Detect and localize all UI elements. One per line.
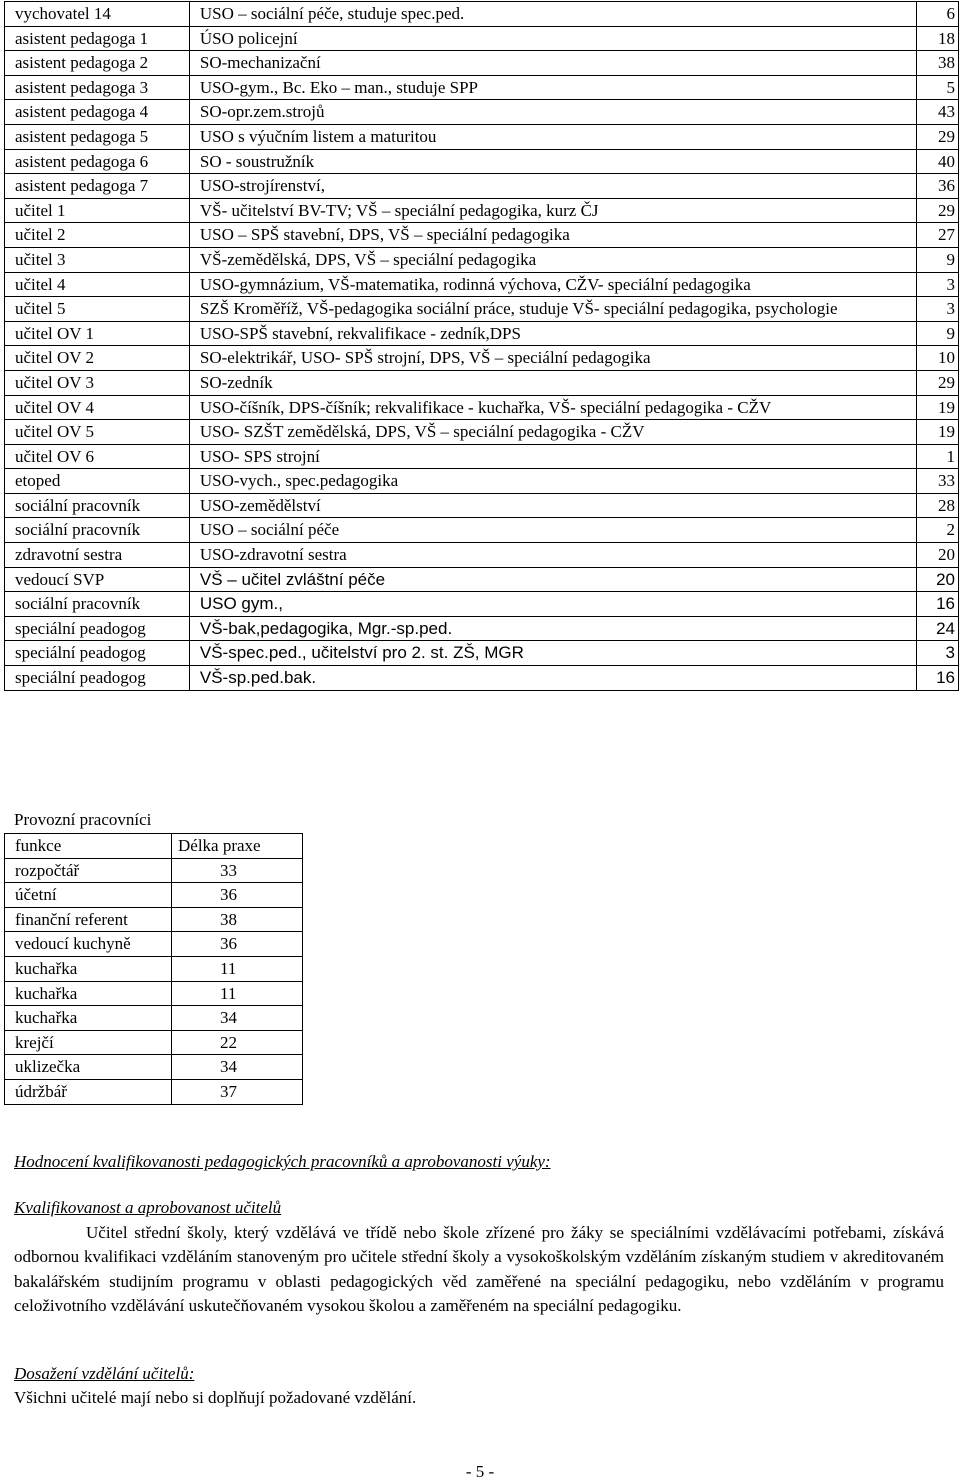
staff-qualification-cell: USO-vych., spec.pedagogika: [189, 469, 916, 494]
staff-role-cell: asistent pedagoga 7: [5, 174, 190, 199]
table-row: [5, 247, 959, 272]
operations-header-years: Délka praxe: [172, 834, 303, 859]
operations-header-role: funkce: [5, 834, 172, 859]
staff-qualification-cell: USO s výučním listem a maturitou: [189, 124, 916, 149]
page-number: - 5 -: [465, 1462, 495, 1481]
table-row: [5, 956, 303, 981]
table-row: [5, 469, 959, 494]
operations-years-value: 34: [220, 1057, 237, 1077]
staff-years-cell: 1: [917, 444, 959, 469]
staff-years-cell: 29: [917, 370, 959, 395]
staff-role-cell: asistent pedagoga 2: [5, 51, 190, 76]
operations-title: Provozní pracovníci: [14, 810, 152, 829]
operations-years-value: 22: [220, 1032, 237, 1052]
table-row: [5, 592, 959, 617]
operations-role-cell: finanční referent: [5, 907, 172, 932]
table-row: [5, 858, 303, 883]
staff-years-cell: 3: [917, 297, 959, 322]
staff-role-cell: učitel OV 6: [5, 444, 190, 469]
table-row: [5, 26, 959, 51]
operations-role-cell: kuchařka: [5, 981, 172, 1006]
staff-qualification-table: [4, 1, 959, 691]
table-row: [5, 1079, 303, 1104]
staff-years-cell: 2: [917, 518, 959, 543]
staff-qualification-cell: USO-zdravotní sestra: [189, 543, 916, 568]
subsection-title-education: Dosažení vzdělání učitelů:: [14, 1364, 195, 1383]
table-row: [5, 100, 959, 125]
staff-years-cell: 3: [917, 272, 959, 297]
staff-years-cell: 9: [917, 247, 959, 272]
table-row: [5, 1055, 303, 1080]
staff-qualification-cell: VŠ – učitel zvláštní péče: [189, 567, 916, 592]
operations-years-value: 38: [220, 909, 237, 929]
staff-role-cell: učitel 4: [5, 272, 190, 297]
staff-qualification-cell: USO gym.,: [189, 592, 916, 617]
staff-role-cell: asistent pedagoga 3: [5, 75, 190, 100]
operations-years-value: 11: [220, 983, 237, 1003]
table-row: [5, 2, 959, 27]
operations-role-cell: kuchařka: [5, 956, 172, 981]
operations-header-row: [5, 834, 303, 859]
staff-years-cell: 18: [917, 26, 959, 51]
operations-years-value: 37: [220, 1081, 237, 1101]
staff-years-cell: 20: [917, 543, 959, 568]
table-row: [5, 174, 959, 199]
staff-qualification-cell: USO – sociální péče: [189, 518, 916, 543]
table-row: [5, 51, 959, 76]
table-row: [5, 370, 959, 395]
staff-years-cell: 20: [917, 567, 959, 592]
staff-qualification-cell: SO - soustružník: [189, 149, 916, 174]
table-row: [5, 981, 303, 1006]
staff-role-cell: učitel 3: [5, 247, 190, 272]
operations-role-cell: kuchařka: [5, 1006, 172, 1031]
staff-qualification-cell: SO-mechanizační: [189, 51, 916, 76]
operations-role-cell: účetní: [5, 883, 172, 908]
staff-role-cell: asistent pedagoga 5: [5, 124, 190, 149]
table-row: [5, 346, 959, 371]
staff-years-cell: 38: [917, 51, 959, 76]
staff-role-cell: sociální pracovník: [5, 493, 190, 518]
staff-years-cell: 43: [917, 100, 959, 125]
table-row: [5, 907, 303, 932]
table-row: [5, 444, 959, 469]
staff-qualification-cell: USO-číšník, DPS-číšník; rekvalifikace - kuchařka, VŠ- speciální pedagogika - CŽV: [189, 395, 916, 420]
staff-qualification-cell: VŠ-spec.ped., učitelství pro 2. st. ZŠ, MGR: [189, 641, 916, 666]
table-row: [5, 641, 959, 666]
staff-qualification-cell: SO-elektrikář, USO- SPŠ strojní, DPS, VŠ – speciální pedagogika: [189, 346, 916, 371]
qualification-paragraph: Učitel střední školy, který vzdělává ve třídě nebo škole zřízené pro žáky se speciálními vzdělávacími potřebami, získává odbornou kvalifikaci vzděláním stanoveným pro učitele střední školy a vysokoškolským vzděláním získaným studiem v akreditovaném bakalářském studijním programu v oblasti pedagogických věd zaměřené na speciální pedagogiku, nebo vzděláním v programu celoživotního vzdělávání uskutečňovaném vysokou školou a zaměřeném na speciální pedagogiku.: [14, 1223, 944, 1316]
table-row: [5, 932, 303, 957]
operations-years-value: 34: [220, 1008, 237, 1028]
staff-role-cell: asistent pedagoga 4: [5, 100, 190, 125]
education-paragraph: Všichni učitelé mají nebo si doplňují požadované vzdělání.: [14, 1388, 417, 1407]
operations-years-cell: [172, 981, 303, 1006]
staff-years-cell: 9: [917, 321, 959, 346]
staff-years-cell: 27: [917, 223, 959, 248]
staff-role-cell: speciální peadogog: [5, 666, 190, 691]
table-row: [5, 543, 959, 568]
staff-role-cell: sociální pracovník: [5, 592, 190, 617]
table-row: [5, 616, 959, 641]
subsection-title-qualification: Kvalifikovanost a aprobovanost učitelů: [14, 1198, 282, 1217]
staff-years-cell: 3: [917, 641, 959, 666]
staff-qualification-cell: USO-strojírenství,: [189, 174, 916, 199]
operations-years-value: 11: [220, 958, 237, 978]
staff-role-cell: učitel OV 4: [5, 395, 190, 420]
operations-role-cell: údržbář: [5, 1079, 172, 1104]
staff-role-cell: asistent pedagoga 1: [5, 26, 190, 51]
table-row: [5, 518, 959, 543]
staff-years-cell: 33: [917, 469, 959, 494]
table-row: [5, 883, 303, 908]
staff-qualification-cell: VŠ-sp.ped.bak.: [189, 666, 916, 691]
staff-qualification-cell: USO-zemědělství: [189, 493, 916, 518]
table-row: [5, 198, 959, 223]
staff-qualification-cell: USO- SPS strojní: [189, 444, 916, 469]
staff-years-cell: 36: [917, 174, 959, 199]
staff-years-cell: 29: [917, 198, 959, 223]
staff-years-cell: 5: [917, 75, 959, 100]
staff-years-cell: 24: [917, 616, 959, 641]
staff-qualification-cell: USO – sociální péče, studuje spec.ped.: [189, 2, 916, 27]
operations-years-cell: [172, 1030, 303, 1055]
table-row: [5, 149, 959, 174]
operations-role-cell: uklizečka: [5, 1055, 172, 1080]
operations-role-cell: krejčí: [5, 1030, 172, 1055]
staff-qualification-cell: VŠ-bak,pedagogika, Mgr.-sp.ped.: [189, 616, 916, 641]
operations-years-value: 36: [220, 934, 237, 954]
staff-role-cell: speciální peadogog: [5, 641, 190, 666]
section-title: Hodnocení kvalifikovanosti pedagogických pracovníků a aprobovanosti výuky:: [14, 1152, 551, 1171]
table-row: [5, 567, 959, 592]
staff-years-cell: 10: [917, 346, 959, 371]
staff-years-cell: 19: [917, 395, 959, 420]
operations-years-cell: [172, 858, 303, 883]
operations-years-value: 36: [220, 885, 237, 905]
table-row: [5, 272, 959, 297]
staff-role-cell: učitel 1: [5, 198, 190, 223]
table-row: [5, 124, 959, 149]
staff-qualification-cell: ÚSO policejní: [189, 26, 916, 51]
operations-role-cell: vedoucí kuchyně: [5, 932, 172, 957]
staff-qualification-cell: USO – SPŠ stavební, DPS, VŠ – speciální pedagogika: [189, 223, 916, 248]
staff-role-cell: speciální peadogog: [5, 616, 190, 641]
table-row: [5, 75, 959, 100]
operations-years-cell: [172, 956, 303, 981]
operations-years-cell: [172, 1006, 303, 1031]
staff-years-cell: 16: [917, 592, 959, 617]
staff-role-cell: vychovatel 14: [5, 2, 190, 27]
operations-role-cell: rozpočtář: [5, 858, 172, 883]
table-row: [5, 395, 959, 420]
staff-qualification-cell: USO- SZŠT zemědělská, DPS, VŠ – speciální pedagogika - CŽV: [189, 420, 916, 445]
staff-role-cell: učitel OV 5: [5, 420, 190, 445]
staff-qualification-cell: USO-gym., Bc. Eko – man., studuje SPP: [189, 75, 916, 100]
staff-qualification-cell: SO-opr.zem.strojů: [189, 100, 916, 125]
staff-years-cell: 40: [917, 149, 959, 174]
staff-years-cell: 29: [917, 124, 959, 149]
staff-years-cell: 28: [917, 493, 959, 518]
table-row: [5, 223, 959, 248]
staff-years-cell: 6: [917, 2, 959, 27]
staff-qualification-cell: SO-zedník: [189, 370, 916, 395]
staff-role-cell: sociální pracovník: [5, 518, 190, 543]
table-row: [5, 297, 959, 322]
operations-table: [4, 833, 303, 1105]
operations-years-value: 33: [220, 860, 237, 880]
operations-years-cell: [172, 907, 303, 932]
operations-years-cell: [172, 1079, 303, 1104]
staff-role-cell: učitel 2: [5, 223, 190, 248]
staff-years-cell: 16: [917, 666, 959, 691]
operations-years-cell: [172, 883, 303, 908]
staff-qualification-cell: USO-gymnázium, VŠ-matematika, rodinná výchova, CŽV- speciální pedagogika: [189, 272, 916, 297]
table-row: [5, 1030, 303, 1055]
staff-role-cell: učitel 5: [5, 297, 190, 322]
staff-qualification-cell: USO-SPŠ stavební, rekvalifikace - zedník,DPS: [189, 321, 916, 346]
staff-qualification-cell: VŠ-zemědělská, DPS, VŠ – speciální pedagogika: [189, 247, 916, 272]
staff-qualification-cell: VŠ- učitelství BV-TV; VŠ – speciální pedagogika, kurz ČJ: [189, 198, 916, 223]
operations-years-cell: [172, 1055, 303, 1080]
table-row: [5, 1006, 303, 1031]
table-row: [5, 493, 959, 518]
staff-role-cell: etoped: [5, 469, 190, 494]
staff-role-cell: učitel OV 1: [5, 321, 190, 346]
table-row: [5, 321, 959, 346]
staff-role-cell: vedoucí SVP: [5, 567, 190, 592]
staff-role-cell: asistent pedagoga 6: [5, 149, 190, 174]
staff-years-cell: 19: [917, 420, 959, 445]
table-row: [5, 666, 959, 691]
staff-role-cell: učitel OV 3: [5, 370, 190, 395]
staff-role-cell: učitel OV 2: [5, 346, 190, 371]
operations-years-cell: [172, 932, 303, 957]
table-row: [5, 420, 959, 445]
staff-role-cell: zdravotní sestra: [5, 543, 190, 568]
staff-qualification-cell: SZŠ Kroměříž, VŠ-pedagogika sociální práce, studuje VŠ- speciální pedagogika, psychologie: [189, 297, 916, 322]
